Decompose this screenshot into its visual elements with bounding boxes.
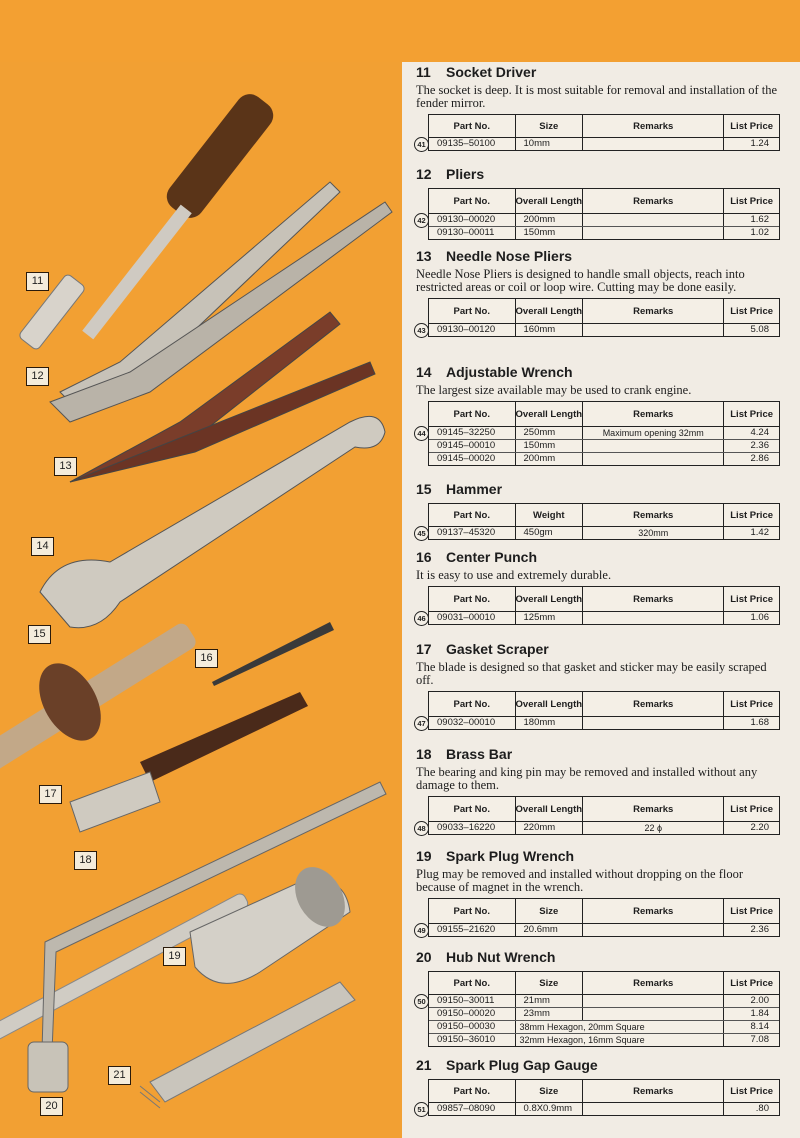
- spark-plug-wrench-icon: [190, 858, 355, 983]
- table-row: 44 09145–32250 250mm Maximum opening 32mm 4.24: [429, 427, 779, 440]
- table-row: 46 09031–00010 125mm 1.06: [429, 612, 779, 624]
- ref-number: 46: [414, 611, 429, 626]
- tool-tag-16: 16: [195, 649, 218, 668]
- section-needle-nose-pliers: [416, 246, 784, 337]
- ref-number: 50: [414, 994, 429, 1009]
- parts-table: Part No. Weight Remarks List Price 45 09137–45320 450gm 320mm 1.42: [428, 503, 780, 540]
- section-brass-bar: [416, 744, 784, 835]
- parts-table: Part No. Size Remarks List Price 50 09150–30011 21mm 2.00 09150–00020 23mm 1.84 09150–00030 38mm Hexagon, 20mm Square 8.14 09150–36010 32mm Hexagon, 16mm Square 7.08: [428, 971, 780, 1047]
- table-row: 47 09032–00010 180mm 1.68: [429, 717, 779, 729]
- tools-photo: [0, 62, 402, 1138]
- table-row: 41 09135–50100 10mm 1.24: [429, 138, 779, 150]
- section-description: The bearing and king pin may be removed and installed without any damage to them.: [416, 765, 758, 792]
- center-punch-icon: [212, 622, 334, 686]
- section-title: 20 Hub Nut Wrench: [416, 949, 556, 965]
- parts-table: Part No. Overall Length Remarks List Price 48 09033–16220 220mm 22 ϕ 2.20: [428, 796, 780, 835]
- table-row: 48 09033–16220 220mm 22 ϕ 2.20: [429, 822, 779, 834]
- table-row: 09150–00020 23mm 1.84: [429, 1008, 779, 1021]
- adjustable-wrench-icon: [40, 416, 385, 627]
- hammer-icon: [0, 621, 199, 804]
- section-adjustable-wrench: [416, 362, 784, 466]
- ref-number: 45: [414, 526, 429, 541]
- table-row: 09130–00011 150mm 1.02: [429, 227, 779, 239]
- ref-number: 42: [414, 213, 429, 228]
- section-description: It is easy to use and extremely durable.: [416, 568, 612, 582]
- section-title: 14 Adjustable Wrench: [416, 364, 573, 380]
- tool-tag-14: 14: [31, 537, 54, 556]
- top-orange-band: [0, 0, 800, 62]
- section-hammer: [416, 479, 784, 540]
- ref-number: 44: [414, 426, 429, 441]
- gap-gauge-icon: [140, 982, 355, 1108]
- tool-tag-17: 17: [39, 785, 62, 804]
- table-row: 09145–00020 200mm 2.86: [429, 453, 779, 465]
- parts-table: Part No. Size Remarks List Price 41 09135–50100 10mm 1.24: [428, 114, 780, 151]
- section-title: 18 Brass Bar: [416, 746, 513, 762]
- section-title: 19 Spark Plug Wrench: [416, 848, 575, 864]
- parts-table: Part No. Overall Length Remarks List Price 43 09130–00120 160mm 5.08: [428, 298, 780, 337]
- parts-table: Part No. Overall Length Remarks List Price 42 09130–00020 200mm 1.62 09130–00011 150mm 1.02: [428, 188, 780, 240]
- table-row: 09150–36010 32mm Hexagon, 16mm Square 7.08: [429, 1034, 779, 1046]
- section-pliers: [416, 164, 784, 240]
- tool-tag-12: 12: [26, 367, 49, 386]
- table-row: 50 09150–30011 21mm 2.00: [429, 995, 779, 1008]
- tool-illustration-panel: [0, 62, 402, 1138]
- table-row: 49 09155–21620 20.6mm 2.36: [429, 924, 779, 936]
- tool-tag-11: 11: [26, 272, 49, 291]
- section-description: The blade is designed so that gasket and sticker may be easily scraped off.: [416, 660, 767, 687]
- parts-table: Part No. Overall Length Remarks List Price 47 09032–00010 180mm 1.68: [428, 691, 780, 730]
- ref-number: 48: [414, 821, 429, 836]
- section-socket-driver: [416, 62, 784, 151]
- section-center-punch: [416, 547, 784, 625]
- parts-table: Part No. Overall Length Remarks List Price 46 09031–00010 125mm 1.06: [428, 586, 780, 625]
- ref-number: 43: [414, 323, 429, 338]
- ref-number: 51: [414, 1102, 429, 1117]
- table-row: 45 09137–45320 450gm 320mm 1.42: [429, 527, 779, 539]
- section-hub-nut-wrench: [416, 947, 784, 1047]
- table-row: 43 09130–00120 160mm 5.08: [429, 324, 779, 336]
- section-description: The largest size available may be used to crank engine.: [416, 383, 692, 397]
- table-row: 09150–00030 38mm Hexagon, 20mm Square 8.14: [429, 1021, 779, 1034]
- tool-tag-21: 21: [108, 1066, 131, 1085]
- section-description: Plug may be removed and installed without dropping on the floor because of magnet in the wrench.: [416, 867, 744, 894]
- table-row: 42 09130–00020 200mm 1.62: [429, 214, 779, 227]
- gasket-scraper-icon: [70, 692, 308, 832]
- section-spark-plug-wrench: [416, 846, 784, 937]
- section-title: 15 Hammer: [416, 481, 503, 497]
- table-row: 51 09857–08090 0.8X0.9mm .80: [429, 1103, 779, 1115]
- parts-table: Part No. Overall Length Remarks List Price 44 09145–32250 250mm Maximum opening 32mm 4.24 09145–00010 150mm 2.36 09145–00020 200mm 2.86: [428, 401, 780, 466]
- parts-table: Part No. Size Remarks List Price 49 09155–21620 20.6mm 2.36: [428, 898, 780, 937]
- tool-tag-15: 15: [28, 625, 51, 644]
- tool-tag-18: 18: [74, 851, 97, 870]
- parts-table: Part No. Size Remarks List Price 51 09857–08090 0.8X0.9mm .80: [428, 1079, 780, 1116]
- section-title: 21 Spark Plug Gap Gauge: [416, 1057, 598, 1073]
- section-spark-plug-gap-gauge: [416, 1055, 784, 1116]
- section-title: 16 Center Punch: [416, 549, 538, 565]
- section-title: 13 Needle Nose Pliers: [416, 248, 573, 264]
- section-title: 11 Socket Driver: [416, 64, 537, 80]
- tool-tag-20: 20: [40, 1097, 63, 1116]
- ref-number: 47: [414, 716, 429, 731]
- section-title: 17 Gasket Scraper: [416, 641, 549, 657]
- ref-number: 41: [414, 137, 429, 152]
- table-row: 09145–00010 150mm 2.36: [429, 440, 779, 453]
- section-title: 12 Pliers: [416, 166, 485, 182]
- tool-tag-13: 13: [54, 457, 77, 476]
- section-description: The socket is deep. It is most suitable for removal and installation of the fender mirror.: [416, 83, 778, 110]
- section-description: Needle Nose Pliers is designed to handle small objects, reach into restricted areas or coil or loop wire. Cutting may be done easily.: [416, 267, 745, 294]
- section-gasket-scraper: [416, 639, 784, 730]
- ref-number: 49: [414, 923, 429, 938]
- tool-tag-19: 19: [163, 947, 186, 966]
